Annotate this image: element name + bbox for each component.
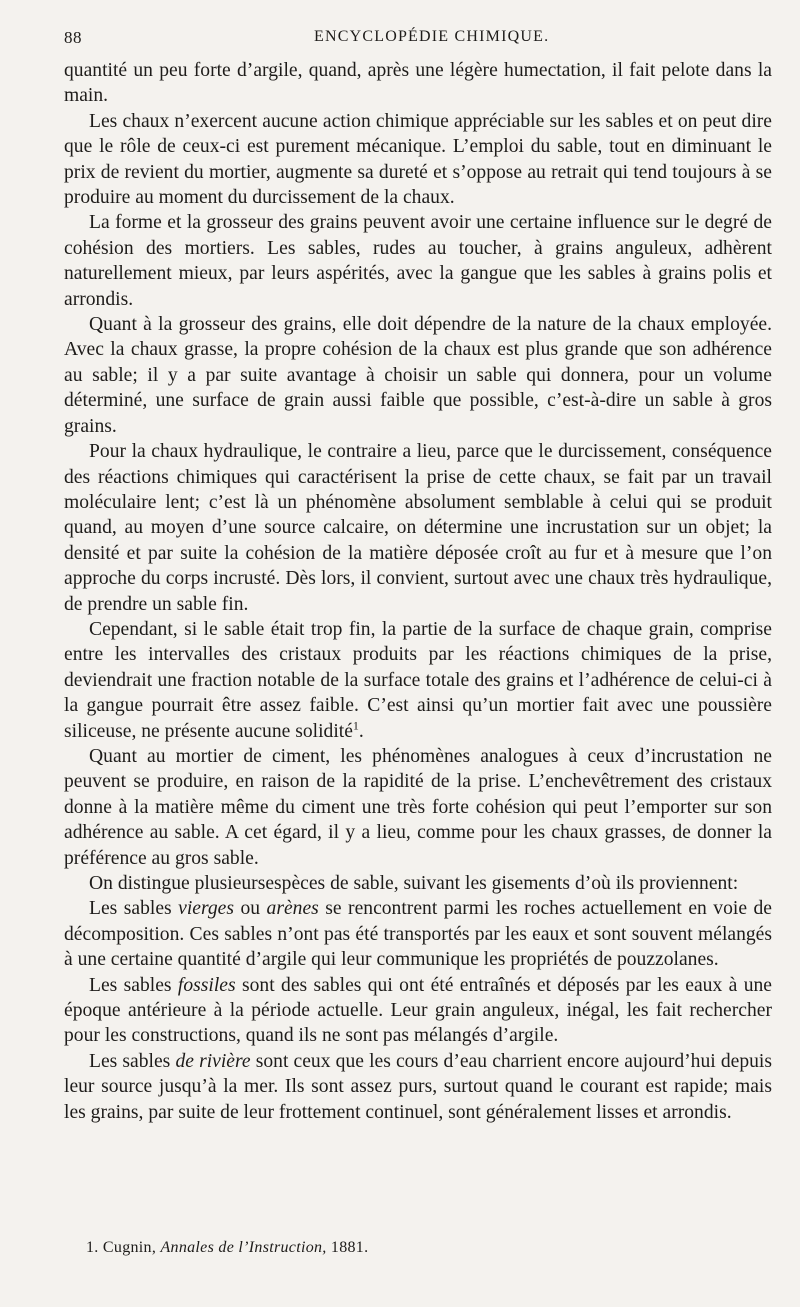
footnote-author: Cugnin, xyxy=(102,1239,157,1256)
running-title: ENCYCLOPÉDIE CHIMIQUE. xyxy=(314,28,550,45)
term-vierges: vierges xyxy=(178,898,234,920)
running-head xyxy=(64,28,764,54)
paragraph-6: Cependant, si le sable était trop fin, la partie de la surface de chaque grain, comprise entre les intervalles des cristaux produits par les réactions chimiques de la prise, deviendrait une fraction notable de la surface totale des grains et l’adhérence de celui-ci à la gangue pourrait être assez faible. C’est ainsi qu’un mortier fait avec une poussière siliceuse, ne présente aucune solidité$^1$. xyxy=(64,618,772,742)
footnote-year: 1881. xyxy=(330,1239,369,1256)
paragraph-7: Quant au mortier de ciment, les phénomènes analogues à ceux d’incrustation ne peuvent se produire, en raison de la rapidité de la prise. L’enchevêtrement des cristaux donne à la matière même du ciment une très forte cohésion qui peut l’emporter sur son adhérence au sable. A cet égard, il y a lieu, comme pour les chaux grasses, de donner la préférence au gros sable. xyxy=(64,745,772,869)
paragraph-1: quantité un peu forte d’argile, quand, après une légère humectation, il fait pelote dans la main. xyxy=(64,60,772,107)
paragraph-9: Les sables vierges ou arènes se rencontrent parmi les roches actuellement en voie de décomposition. Ces sables n’ont pas été transportés par les eaux et sont souvent mélangés à une certaine quantité d’argile qui leur communique les propriétés de pouzzolanes. xyxy=(64,898,772,971)
body-text xyxy=(64,58,772,1125)
footnote xyxy=(86,1238,746,1258)
paragraph-4: Quant à la grosseur des grains, elle doit dépendre de la nature de la chaux employée. Avec la chaux grasse, la propre cohésion de la chaux est plus grande que son adhérence au sable; il y a par suite avantage à choisir un sable qui donnera, pour un volume déterminé, une surface de grain aussi faible que possible, c’est-à-dire un sable à gros grains. xyxy=(64,314,772,437)
paragraph-8: On distingue plusieursespèces de sable, suivant les gisements d’où ils proviennent: xyxy=(89,873,739,894)
footnote-number: 1. xyxy=(86,1239,99,1256)
paragraph-11: Les sables de rivière sont ceux que les cours d’eau charrient encore aujourd’hui depuis leur source jusqu’à la mer. Ils sont assez purs, surtout quand le courant est rapide; mais les grains, par suite de leur frottement continuel, sont généralement lisses et arrondis. xyxy=(64,1050,772,1123)
term-de-riviere: de rivière xyxy=(175,1050,251,1072)
term-arenes: arènes xyxy=(266,898,319,920)
footnote-source: Annales de l’Instruction, xyxy=(160,1239,327,1256)
paragraph-10: Les sables fossiles sont des sables qui ont été entraînés et déposés par les eaux à une époque antérieure à la période actuelle. Leur grain anguleux, inégal, les fait rechercher pour les constructions, quand ils ne sont pas mélangés d’argile. xyxy=(64,974,772,1047)
footnote-reference[interactable]: 1 xyxy=(352,718,359,733)
paragraph-3: La forme et la grosseur des grains peuvent avoir une certaine influence sur le degré de cohésion des mortiers. Les sables, rudes au toucher, à grains anguleux, adhèrent naturellement mieux, par leurs aspérités, avec la gangue que les sables à grains polis et arrondis. xyxy=(64,212,772,310)
term-fossiles: fossiles xyxy=(177,974,236,996)
paragraph-2: Les chaux n’exercent aucune action chimique appréciable sur les sables et on peut dire que le rôle de ceux-ci est purement mécanique. L’emploi du sable, tout en diminuant le prix de revient du mortier, augmente sa dureté et s’oppose au retrait qui tend toujours à se produire au moment du durcissement de la chaux. xyxy=(64,110,772,209)
page-number: 88 xyxy=(64,28,82,47)
paragraph-5: Pour la chaux hydraulique, le contraire a lieu, parce que le durcissement, conséquence des réactions chimiques qui caractérisent la prise de cette chaux, se fait par un travail moléculaire lent; c’est là un phénomène absolument semblable à celui qui se produit quand, au moyen d’une source calcaire, on détermine une incrustation sur un objet; la densité et par suite la cohésion de la matière déposée croît au fur et à mesure que l’on approche du corps incrusté. Dès lors, il convient, surtout avec une chaux très hydraulique, de prendre un sable fin. xyxy=(64,441,772,615)
